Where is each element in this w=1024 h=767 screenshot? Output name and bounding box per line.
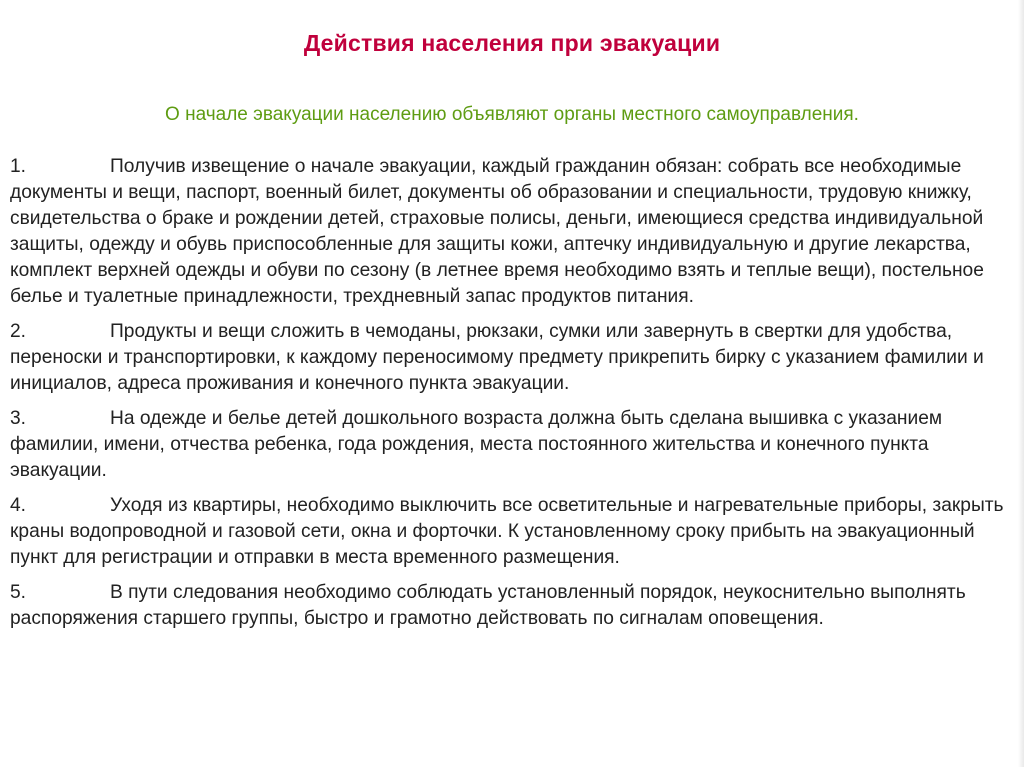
item-text: Уходя из квартиры, необходимо выключить все осветительные и нагревательные приборы, закрыть краны водопроводной и газовой сети, окна и форточки. К установленному сроку прибыть на эвакуационный пункт для регистрации и отправки в места временного размещения. [10,495,1004,568]
item-number: 5. [10,582,27,603]
list-item [10,319,1016,397]
list-item [10,154,1016,310]
instruction-list [10,154,1016,641]
item-text: На одежде и белье детей дошкольного возраста должна быть сделана вышивка с указанием фамилии, имени, отчества ребенка, года рождения, места постоянного жительства и конечного пункта эвакуации. [10,408,943,481]
item-number: 3. [10,408,27,429]
item-number: 1. [10,156,27,177]
list-item [10,406,1016,484]
slide-subtitle: О начале эвакуации населению объявляют органы местного самоуправления. [165,104,859,125]
item-text: Продукты и вещи сложить в чемоданы, рюкзаки, сумки или завернуть в свертки для удобства, переноски и транспортировки, к каждому переносимому предмету прикрепить бирку с указанием фамилии и инициалов, адреса проживания и конечного пункта эвакуации. [10,321,984,394]
list-item [10,493,1016,571]
item-text: В пути следования необходимо соблюдать установленный порядок, неукоснительно выполнять распоряжения старшего группы, быстро и грамотно действовать по сигналам оповещения. [10,582,966,629]
list-item [10,580,1016,632]
item-number: 2. [10,321,27,342]
item-number: 4. [10,495,27,516]
item-text: Получив извещение о начале эвакуации, каждый гражданин обязан: собрать все необходимые документы и вещи, паспорт, военный билет, документы об образовании и специальности, трудовую книжку, свидетельства о браке и рождении детей, страховые полисы, деньги, имеющиеся средства индивидуальной защиты, одежду и обувь приспособленные для защиты кожи, аптечку индивидуальную и другие лекарства, комплект верхней одежды и обуви по сезону (в летнее время необходимо взять и теплые вещи), постельное белье и туалетные принадлежности, трехдневный запас продуктов питания. [10,156,984,307]
slide-edge-shadow [1018,0,1024,767]
slide-title: Действия населения при эвакуации [303,30,721,56]
